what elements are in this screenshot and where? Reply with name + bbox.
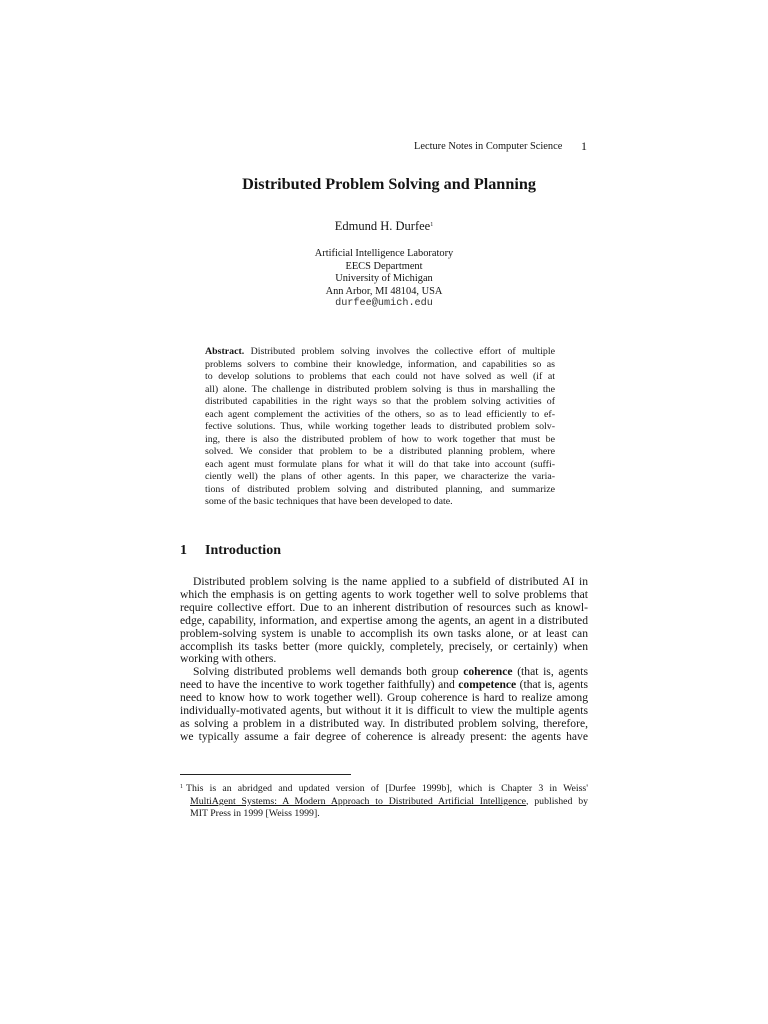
body-text [180,576,588,744]
term-competence: competence [458,678,517,692]
abstract-line: to develop solutions to problems that each could not have solved as well (if at [205,371,555,382]
abstract [205,346,555,509]
abstract-line [205,346,555,359]
body-line: individually-motivated agents, but without it it is difficult to view the multiple agents [180,704,588,718]
footnote-text: This is an abridged and updated version of [Durfee 1999b], which is Chapter 3 in Weiss' [186,783,588,794]
author-email: durfee@umich.edu [335,298,433,309]
footnote [180,781,588,821]
author-name: Edmund H. Durfee [334,219,431,233]
body-line: Distributed problem solving is the name applied to a subfield of distributed AI in [193,575,588,588]
body-line: problem-solving system is unable to accomplish its own tasks alone, or at least can [180,626,588,640]
affiliation-line: University of Michigan [335,273,433,284]
affiliation-line: EECS Department [345,260,423,272]
footnote-line: MIT Press in 1999 [Weiss 1999]. [190,808,320,820]
abstract-line: distributed capabilities in the right ways so that the problem solving activities of [205,396,555,407]
affiliation-line: Artificial Intelligence Laboratory [314,248,454,259]
abstract-line: each agent complement the activities of the others, so as to lead efficiently to ef- [205,408,555,420]
book-title: MultiAgent Systems: A Modern Approach to Distributed Artificial Intelligence [190,795,527,807]
section-title: Introduction [205,543,281,558]
affiliation-line: Ann Arbor, MI 48104, USA [325,285,443,297]
body-line: we typically assume a fair degree of coherence is already present: the agents have [180,729,588,743]
abstract-line: problems solvers to combine their knowledge, information, and capabilities so as [205,358,555,370]
body-line: as solving a problem in a distributed way. In distributed problem solving, therefore, [180,716,588,730]
body-text-span: (that is, agents [512,665,588,679]
abstract-line: all) alone. The challenge in distributed problem solving is thus in marshalling the [205,383,555,395]
body-line: require collective effort. Due to an inherent distribution of resources such as knowl- [180,600,588,614]
abstract-label: Abstract. [205,346,245,357]
abstract-line: some of the basic techniques that have been developed to date. [205,496,453,507]
author-footnote-mark: 1 [430,222,434,228]
body-line: edge, capability, information, and expertise among the agents, an agent in a distributed [180,613,588,627]
footnote-rule [180,774,351,775]
body-line: working with others. [180,652,277,666]
abstract-line: fective solutions. Thus, while working together leads to distributed problem solv- [205,421,555,432]
footnote-line [180,796,588,809]
term-coherence: coherence [463,665,513,679]
page-number: 1 [581,139,587,153]
body-line: which the emphasis is on getting agents to work together well to solve problems that [180,587,588,601]
paper-title: Distributed Problem Solving and Planning [242,175,536,193]
section-number: 1 [180,543,187,558]
abstract-line: ing, there is also the distributed problem of how to work together that must be [205,433,555,445]
running-head: Lecture Notes in Computer Science [414,141,563,152]
footnote-mark: 1 [180,784,183,790]
footnote-line [180,781,588,796]
section-heading [180,543,281,559]
body-line: accomplish its tasks better (more quickly, completely, precisely, or certainly) when [180,639,588,653]
body-text-span: need to have the incentive to work together faithfully) and [180,678,459,692]
body-text-span: (that is, agents [516,678,588,692]
body-text-span: Solving distributed problems well demands both group [193,665,464,679]
abstract-text: Distributed problem solving involves the collective effort of multiple [250,346,555,357]
body-line: need to know how to work together well). Group coherence is hard to realize among [180,691,588,705]
abstract-line: each agent must formulate plans for what it will do that take into account (suffi- [205,458,555,470]
author-line [0,219,768,234]
abstract-line: solved. We consider that problem to be a distributed planning problem, where [205,446,555,457]
affiliation-block [0,248,768,311]
abstract-line: tions of distributed problem solving and distributed planning, and summarize [205,483,555,495]
footnote-text: , published by [526,795,588,807]
abstract-line: ciently well) the plans of other agents. In this paper, we characterize the varia- [205,471,555,482]
